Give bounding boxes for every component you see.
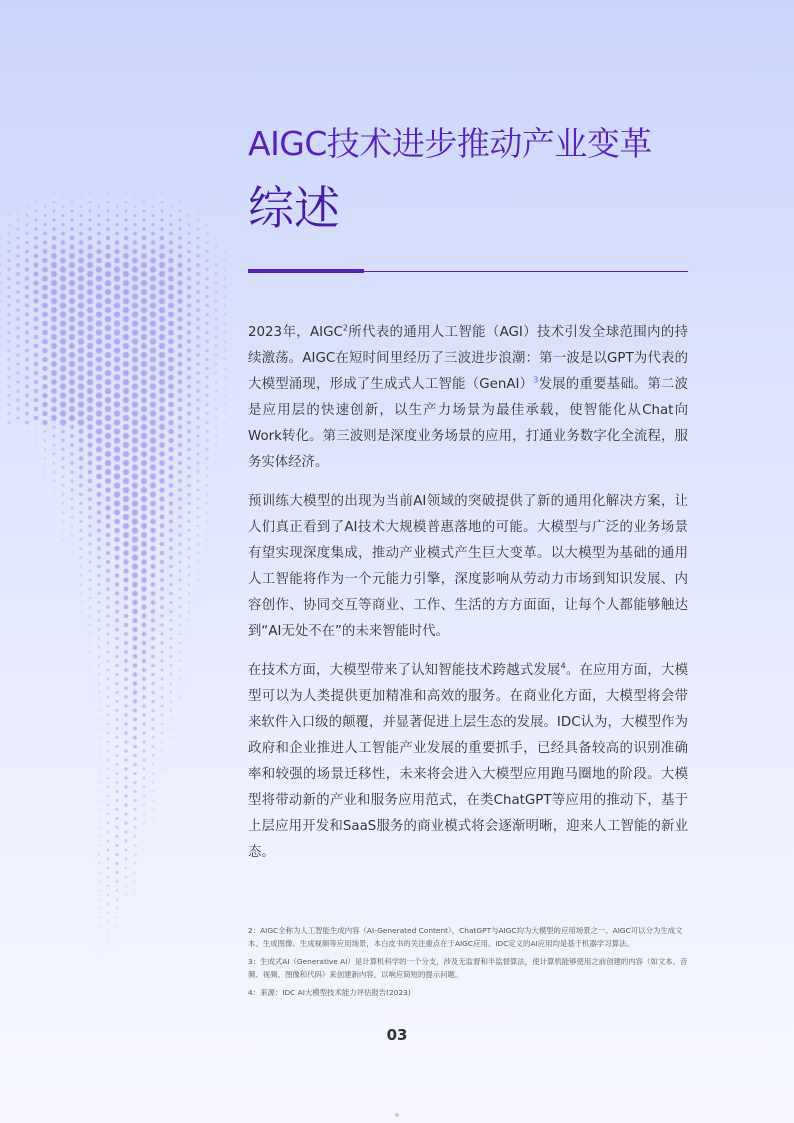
page-subtitle: 综述 (248, 181, 340, 235)
page-number: 03 (386, 1026, 408, 1044)
paragraph-3: 在技术方面，大模型带来了认知智能技术跨越式发展$^4$。在应用方面，大模型可以为人类提供更加精准和高效的服务。在商业化方面，大模型将会带来软件入口级的颠覆，并显著促进上层生态的发展。IDC认为，大模型作为政府和企业推进人工智能产业发展的重要抓手，已经具备较高的识别准确率和较强的场景迁移性，未来将会进入大模型应用跑马圈地的阶段。大模型将带动新的产业和服务应用范式，在类ChatGPT等应用的推动下，基于上层应用开发和SaaS服务的商业模式将会逐渐明晰，迎来人工智能的新业态。 (248, 661, 689, 860)
title-divider-accent (248, 269, 364, 273)
body-text (248, 320, 688, 879)
page-title: AIGC技术进步推动产业变革 (248, 124, 652, 163)
footnote-ref-4[interactable]: 4 (560, 661, 566, 671)
footnote-3: 3：生成式AI（Generative AI）是计算机科学的一个分支，涉及无监督和半监督算法，使计算机能够使用之前创建的内容（如文本、音频、视频、图像和代码）来创建新内容，以响应简短的提示问题。 (248, 957, 688, 979)
footnote-2: 2：AIGC全称为人工智能生成内容（AI-Generated Content），ChatGPT与AIGC均为大模型的应用场景之一。AIGC可以分为生成文本、生成图像、生成视频等应用场景，本白皮书的关注重点在于AIGC应用。IDC定义的AI应用均是基于机器学习算法。 (248, 926, 683, 948)
bottom-dot (395, 1113, 399, 1117)
footnote-ref-3[interactable]: 3 (533, 375, 539, 385)
footnote-4: 4：来源：IDC AI大模型技术能力评估报告(2023) (248, 988, 411, 997)
footnote-ref-2[interactable]: 2 (342, 323, 348, 333)
paragraph-1: 2023年，AIGC$^2$所代表的通用人工智能（AGI）技术引发全球范围内的持续激荡。AIGC在短时间里经历了三波进步浪潮：第一波是以GPT为代表的大模型涌现，形成了生成式人工智能（GenAI）$^3$发展的重要基础。第二波是应用层的快速创新，以生产力场景为最佳承载，使智能化从Chat向Work转化。第三波则是深度业务场景的应用，打通业务数字化全流程，服务实体经济。 (248, 323, 689, 470)
footnotes (248, 925, 693, 1006)
paragraph-2: 预训练大模型的出现为当前AI领域的突破提供了新的通用化解决方案，让人们真正看到了AI技术大规模普惠落地的可能。大模型与广泛的业务场景有望实现深度集成，推动产业模式产生巨大变革。以大模型为基础的通用人工智能将作为一个元能力引擎，深度影响从劳动力市场到知识发展、内容创作、协同交互等商业、工作、生活的方方面面，让每个人都能够触达到“AI无处不在”的未来智能时代。 (248, 494, 688, 639)
